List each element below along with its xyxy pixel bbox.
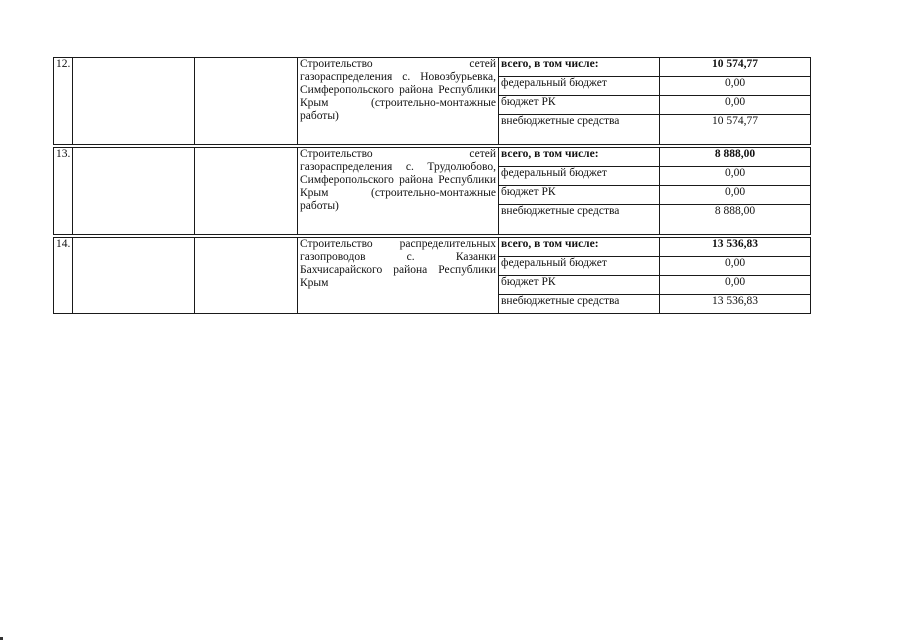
row-number: 12. (54, 58, 73, 145)
funding-amount: 13 536,83 (660, 295, 811, 314)
project-description: Строительство сетей газораспределения с. Трудолюбово, Симферопольского района Республики Крым (строительно-монтажные работы) (298, 148, 499, 235)
table-row (54, 238, 811, 257)
budget-table (53, 57, 811, 314)
funding-source: бюджет РК (499, 96, 660, 115)
funding-source: всего, в том числе: (499, 238, 660, 257)
empty-cell (195, 148, 298, 235)
empty-cell (73, 58, 195, 145)
project-description: Строительство распределительных газопроводов с. Казанки Бахчисарайского района Республики Крым (298, 238, 499, 314)
funding-amount: 0,00 (660, 257, 811, 276)
funding-source: бюджет РК (499, 186, 660, 205)
table-row (54, 58, 811, 77)
empty-cell (195, 238, 298, 314)
table-row (54, 148, 811, 167)
funding-amount: 10 574,77 (660, 115, 811, 145)
row-number: 13. (54, 148, 73, 235)
funding-amount: 0,00 (660, 96, 811, 115)
row-number: 14. (54, 238, 73, 314)
funding-amount: 0,00 (660, 276, 811, 295)
funding-source: федеральный бюджет (499, 167, 660, 186)
funding-source: внебюджетные средства (499, 295, 660, 314)
funding-source: федеральный бюджет (499, 77, 660, 96)
empty-cell (195, 58, 298, 145)
funding-amount: 13 536,83 (660, 238, 811, 257)
funding-amount: 8 888,00 (660, 205, 811, 235)
funding-source: внебюджетные средства (499, 205, 660, 235)
funding-amount: 10 574,77 (660, 58, 811, 77)
funding-source: внебюджетные средства (499, 115, 660, 145)
funding-amount: 8 888,00 (660, 148, 811, 167)
funding-amount: 0,00 (660, 77, 811, 96)
funding-source: всего, в том числе: (499, 58, 660, 77)
funding-amount: 0,00 (660, 167, 811, 186)
empty-cell (73, 238, 195, 314)
funding-source: федеральный бюджет (499, 257, 660, 276)
funding-source: бюджет РК (499, 276, 660, 295)
project-description: Строительство сетей газораспределения с. Новозбурьевка, Симферопольского района Республики Крым (строительно-монтажные работы) (298, 58, 499, 145)
empty-cell (73, 148, 195, 235)
funding-amount: 0,00 (660, 186, 811, 205)
funding-source: всего, в том числе: (499, 148, 660, 167)
